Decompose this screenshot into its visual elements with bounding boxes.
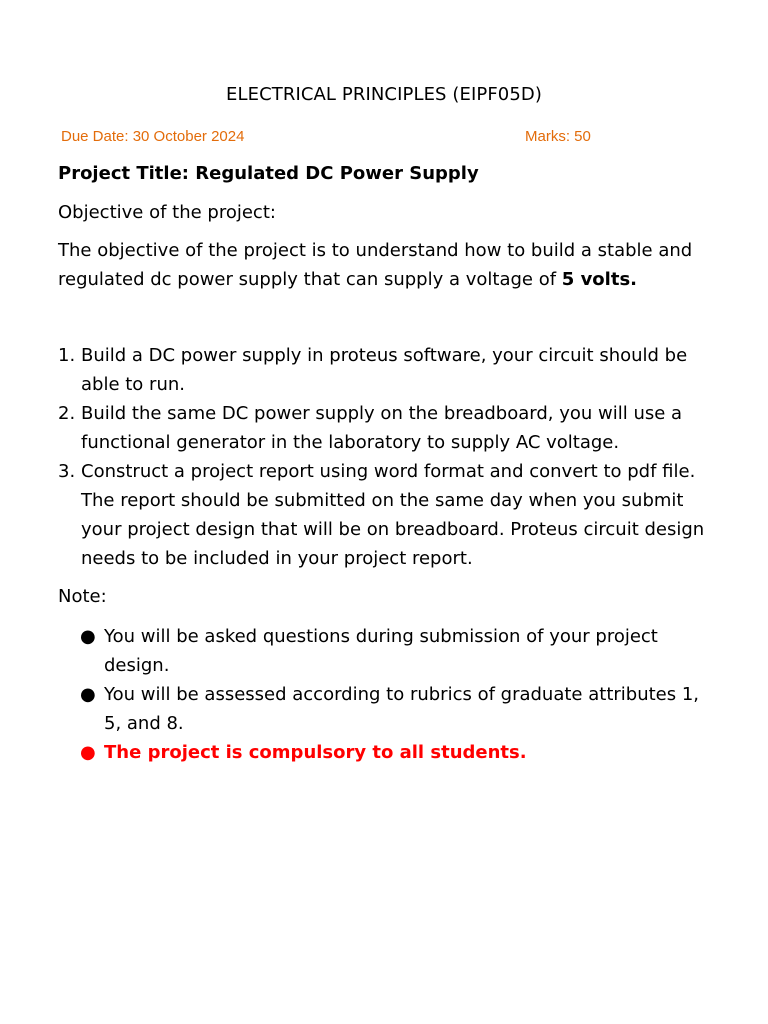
bullet-icon: ● bbox=[80, 742, 96, 763]
note-item-emphasis bbox=[80, 738, 720, 767]
note-heading: Note: bbox=[58, 586, 107, 607]
due-date: Due Date: 30 October 2024 bbox=[61, 128, 245, 145]
note-item bbox=[80, 622, 720, 680]
note-text: The project is compulsory to all students. bbox=[104, 742, 527, 763]
task-item bbox=[58, 341, 718, 399]
objective-paragraph bbox=[58, 236, 718, 294]
task-text: Construct a project report using word format and convert to pdf file. The report should be submitted on the same day when you submit your project design that will be on breadboard. Proteus circuit design needs to be included in your project report. bbox=[81, 461, 705, 569]
note-item bbox=[80, 680, 720, 738]
task-number: 3. bbox=[58, 461, 76, 482]
bullet-icon: ● bbox=[80, 626, 96, 647]
task-item bbox=[58, 399, 718, 457]
bullet-icon: ● bbox=[80, 684, 96, 705]
document-title: ELECTRICAL PRINCIPLES (EIPF05D) bbox=[226, 84, 542, 105]
marks: Marks: 50 bbox=[525, 128, 591, 145]
task-number: 1. bbox=[58, 345, 76, 366]
project-title: Project Title: Regulated DC Power Supply bbox=[58, 163, 479, 184]
task-text: Build the same DC power supply on the breadboard, you will use a functional generator in the laboratory to supply AC voltage. bbox=[81, 403, 683, 453]
note-list bbox=[80, 622, 720, 767]
task-item bbox=[58, 457, 718, 573]
task-text: Build a DC power supply in proteus software, your circuit should be able to run. bbox=[81, 345, 688, 395]
note-text: You will be asked questions during submission of your project design. bbox=[104, 626, 658, 676]
objective-heading: Objective of the project: bbox=[58, 202, 276, 223]
task-list bbox=[58, 341, 718, 573]
objective-text: The objective of the project is to understand how to build a stable and regulated dc power supply that can supply a voltage of bbox=[58, 240, 693, 290]
note-text: You will be assessed according to rubrics of graduate attributes 1, 5, and 8. bbox=[104, 684, 700, 734]
objective-emphasis: 5 volts. bbox=[561, 269, 637, 290]
task-number: 2. bbox=[58, 403, 76, 424]
